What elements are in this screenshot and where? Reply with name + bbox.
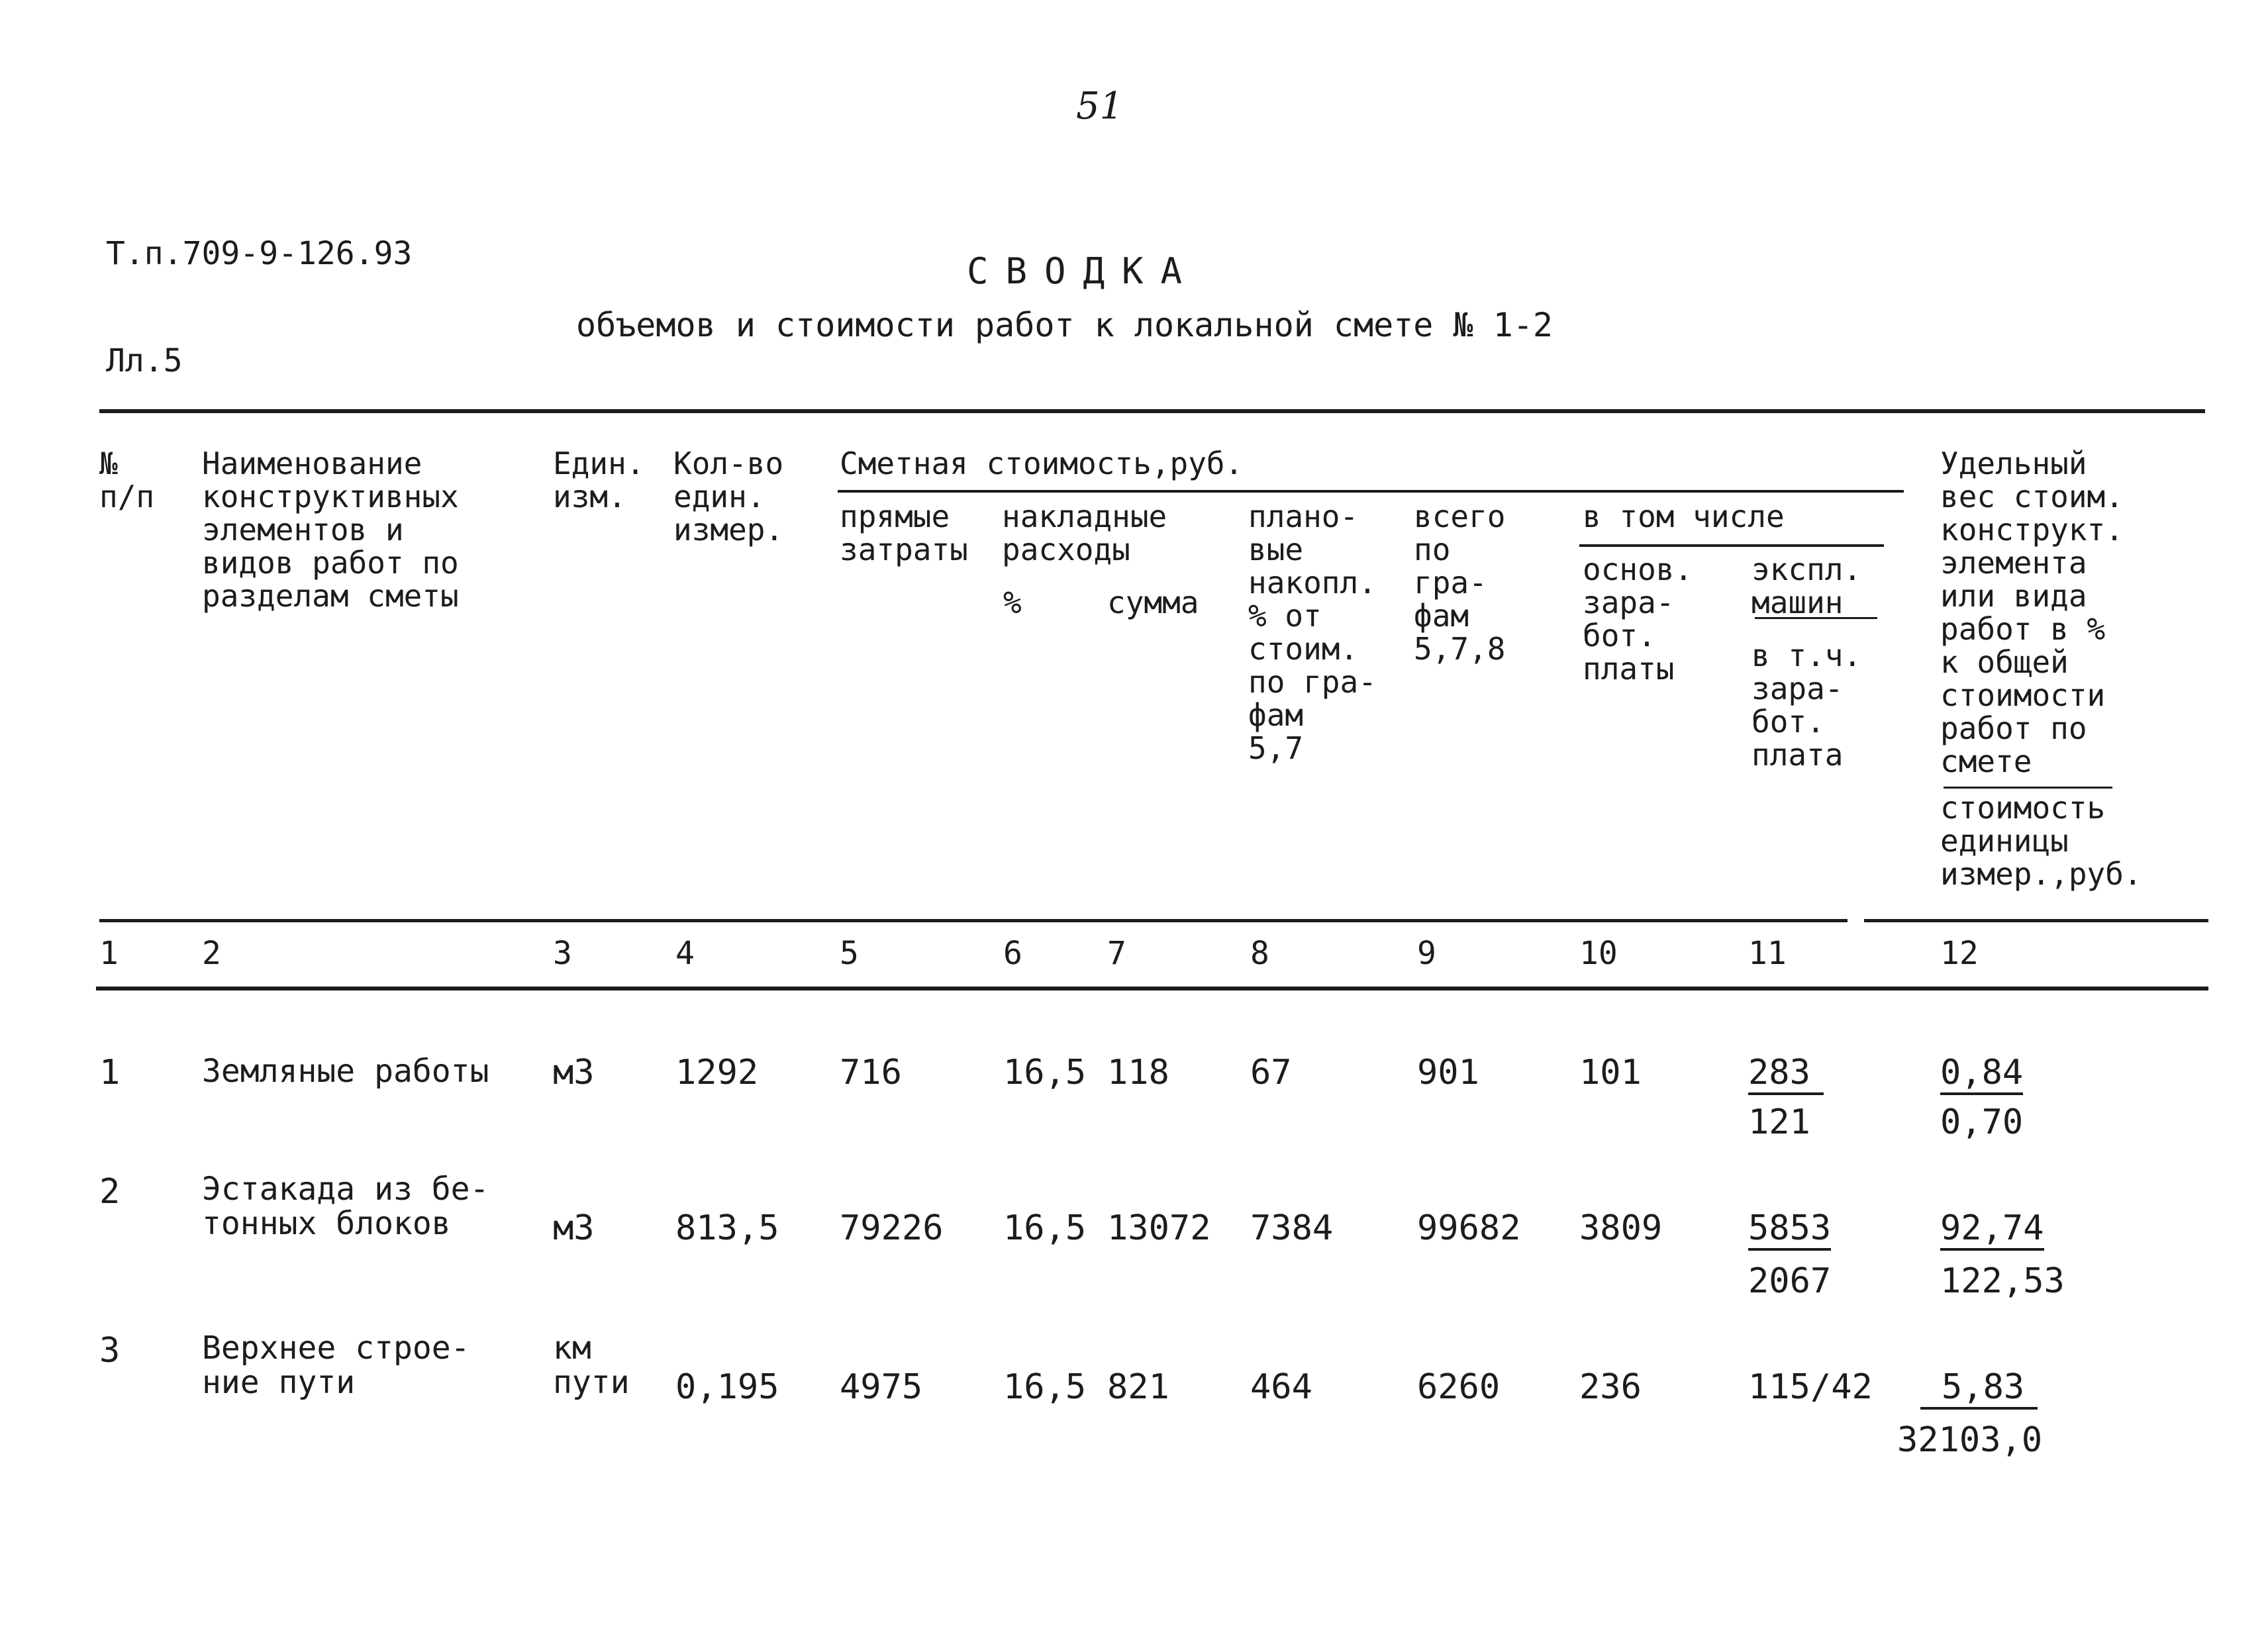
row-overhead-pct: 16,5 — [1003, 1053, 1087, 1092]
header-direct: прямые затраты — [840, 499, 968, 567]
row-machines: 115/42 — [1748, 1367, 1873, 1407]
row-wages: 3809 — [1579, 1208, 1663, 1248]
row-unit-cost: 0,70 — [1940, 1102, 2024, 1142]
share-fraction-line — [1944, 787, 2112, 789]
header-overhead-sum: сумма — [1107, 585, 1199, 620]
row-overhead-pct: 16,5 — [1003, 1367, 1087, 1407]
row-total: 6260 — [1417, 1367, 1501, 1407]
header-machines: экспл. машин — [1751, 552, 1862, 620]
row-unit: км пути — [553, 1329, 630, 1401]
column-numbers-rule — [96, 987, 2208, 990]
column-number: 8 — [1250, 935, 1269, 972]
header-machines-wages: в т.ч. зара- бот. плата — [1751, 638, 1862, 773]
header-unit: Един. изм. — [553, 446, 645, 514]
header-total: всего по гра- фам 5,7,8 — [1414, 499, 1506, 667]
row-machines: 5853 — [1748, 1208, 1831, 1251]
row-unit: м3 — [553, 1208, 595, 1248]
header-planned: плано- вые накопл. % от стоим. по гра- фам 5,7 — [1248, 499, 1377, 766]
row-planned: 67 — [1250, 1053, 1292, 1092]
row-planned: 464 — [1250, 1367, 1312, 1407]
column-number: 7 — [1107, 935, 1126, 972]
page-number: 51 — [1076, 85, 1124, 128]
row-planned: 7384 — [1250, 1208, 1334, 1248]
incl-underline — [1579, 544, 1884, 547]
row-overhead-sum: 13072 — [1107, 1208, 1211, 1248]
header-num: № п/п — [99, 446, 155, 514]
row-unit-cost: 122,53 — [1940, 1261, 2065, 1301]
row-qty: 1292 — [675, 1053, 759, 1092]
column-number: 4 — [675, 935, 695, 972]
row-share: 92,74 — [1940, 1208, 2044, 1251]
header-overhead-pct: % — [1003, 585, 1022, 620]
page-subtitle: объемов и стоимости работ к локальной смете № 1-2 — [576, 306, 1553, 344]
row-share: 5,83 — [1920, 1367, 2038, 1410]
row-number: 1 — [99, 1053, 121, 1092]
column-number: 5 — [840, 935, 859, 972]
row-name: Земляные работы — [202, 1053, 489, 1090]
row-unit-cost: 32103,0 — [1897, 1420, 2043, 1460]
row-overhead-sum: 821 — [1107, 1367, 1169, 1407]
doc-reference — [106, 164, 412, 414]
table-top-rule — [99, 409, 2205, 413]
row-overhead-sum: 118 — [1107, 1053, 1169, 1092]
row-share: 0,84 — [1940, 1053, 2023, 1095]
header-qty: Кол-во един. измер. — [673, 446, 784, 548]
header-overhead: накладные расходы — [1002, 499, 1167, 567]
header-bottom-rule-left — [99, 919, 1848, 922]
row-direct: 716 — [840, 1053, 902, 1092]
header-name: Наименование конструктивных элементов и видов работ по разделам сметы — [202, 446, 459, 614]
row-direct: 79226 — [840, 1208, 944, 1248]
header-share: Удельный вес стоим. конструкт. элемента или вида работ в % к общей стоимости работ по смете — [1940, 446, 2124, 779]
header-estimate: Сметная стоимость,руб. — [840, 446, 1244, 481]
row-number: 2 — [99, 1172, 121, 1212]
sheet-number: Лл.5 — [106, 342, 183, 379]
column-number: 3 — [553, 935, 572, 972]
row-name: Эстакада из бе- тонных блоков — [202, 1171, 489, 1242]
row-unit: м3 — [553, 1053, 595, 1092]
row-number: 3 — [99, 1331, 121, 1371]
row-wages: 101 — [1579, 1053, 1642, 1092]
row-machines: 283 — [1748, 1053, 1824, 1095]
row-qty: 0,195 — [675, 1367, 779, 1407]
column-number: 6 — [1003, 935, 1022, 972]
column-number: 12 — [1940, 935, 1979, 972]
column-number: 11 — [1748, 935, 1787, 972]
row-overhead-pct: 16,5 — [1003, 1208, 1087, 1248]
header-wages: основ. зара- бот. платы — [1583, 552, 1693, 687]
row-machines-wages: 2067 — [1748, 1261, 1832, 1301]
column-number: 9 — [1417, 935, 1436, 972]
row-machines-wages: 121 — [1748, 1102, 1810, 1142]
row-total: 99682 — [1417, 1208, 1521, 1248]
row-total: 901 — [1417, 1053, 1479, 1092]
row-name: Верхнее строе- ние пути — [202, 1329, 470, 1401]
row-qty: 813,5 — [675, 1208, 779, 1248]
column-number: 10 — [1579, 935, 1618, 972]
page-title: СВОДКА — [967, 250, 1200, 292]
row-direct: 4975 — [840, 1367, 923, 1407]
doc-code: Т.п.709-9-126.93 — [106, 235, 413, 272]
header-incl: в том числе — [1583, 499, 1785, 534]
header-bottom-rule-right — [1864, 919, 2208, 922]
header-unit-cost: стоимость единицы измер.,руб. — [1940, 790, 2142, 892]
estimate-underline — [838, 490, 1904, 493]
column-number: 1 — [99, 935, 119, 972]
row-wages: 236 — [1579, 1367, 1642, 1407]
column-number: 2 — [202, 935, 221, 972]
